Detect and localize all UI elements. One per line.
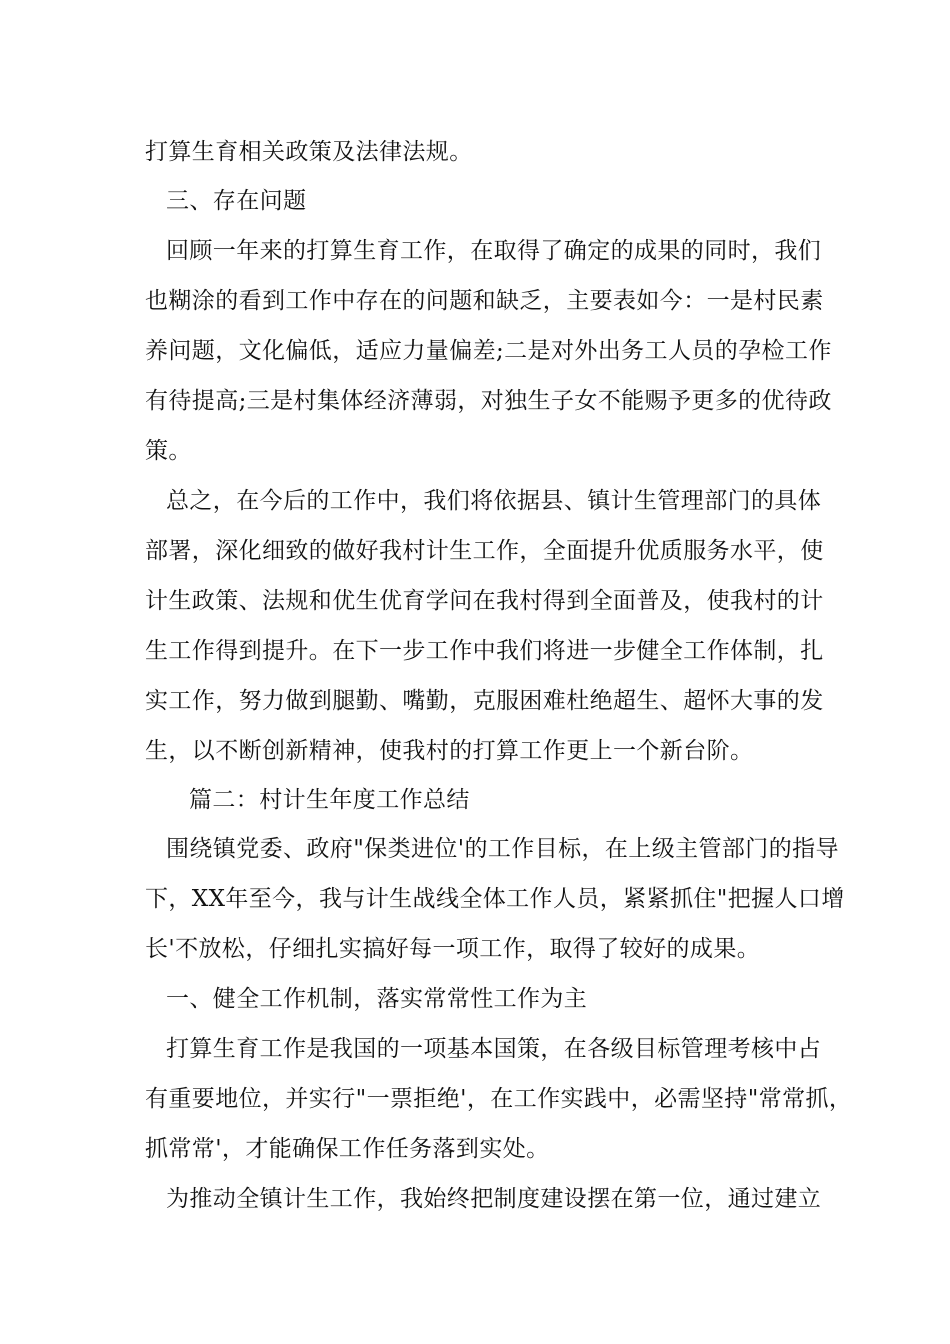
paragraph-line: 为推动全镇计生工作，我始终把制度建设摆在第一位，通过建立 <box>166 1186 822 1212</box>
paragraph-line: 实工作，努力做到腿勤、嘴勤，克服困难杜绝超生、超怀大事的发 <box>145 688 824 714</box>
paragraph-line: 回顾一年来的打算生育工作，在取得了确定的成果的同时，我们 <box>166 238 822 264</box>
section-heading: 三、存在问题 <box>166 188 307 214</box>
paragraph-line: 也糊涂的看到工作中存在的问题和缺乏，主要表如今：一是村民素 <box>145 288 824 314</box>
paragraph-line: 计生政策、法规和优生优育学问在我村得到全面普及，使我村的计 <box>145 588 824 614</box>
section-heading: 一、健全工作机制，落实常常性工作为主 <box>166 986 588 1012</box>
paragraph-line: 有重要地位，并实行"一票拒绝'，在工作实践中，必需坚持"常常抓， <box>145 1086 853 1112</box>
paragraph-line: 打算生育相关政策及法律法规。 <box>145 139 473 165</box>
paragraph-line: 长'不放松，仔细扎实搞好每一项工作，取得了较好的成果。 <box>145 936 761 962</box>
paragraph-line: 养问题，文化偏低，适应力量偏差;二是对外出务工人员的孕检工作 <box>145 338 832 364</box>
paragraph-line: 部署，深化细致的做好我村计生工作，全面提升优质服务水平，使 <box>145 538 824 564</box>
paragraph-line: 围绕镇党委、政府"保类进位'的工作目标，在上级主管部门的指导 <box>166 836 839 862</box>
paragraph-line: 生工作得到提升。在下一步工作中我们将进一步健全工作体制，扎 <box>145 638 824 664</box>
article-heading: 篇二：村计生年度工作总结 <box>189 787 470 813</box>
paragraph-line: 有待提高;三是村集体经济薄弱，对独生子女不能赐予更多的优待政 <box>145 388 832 414</box>
paragraph-line: 总之，在今后的工作中，我们将依据县、镇计生管理部门的具体 <box>166 488 822 514</box>
paragraph-line: 生，以不断创新精神，使我村的打算工作更上一个新台阶。 <box>145 738 754 764</box>
paragraph-line: 策。 <box>145 438 192 464</box>
paragraph-line: 下，XX年至今，我与计生战线全体工作人员，紧紧抓住"把握人口增 <box>145 886 845 912</box>
paragraph-line: 打算生育工作是我国的一项基本国策，在各级目标管理考核中占 <box>166 1036 822 1062</box>
paragraph-line: 抓常常'，才能确保工作任务落到实处。 <box>145 1136 550 1162</box>
